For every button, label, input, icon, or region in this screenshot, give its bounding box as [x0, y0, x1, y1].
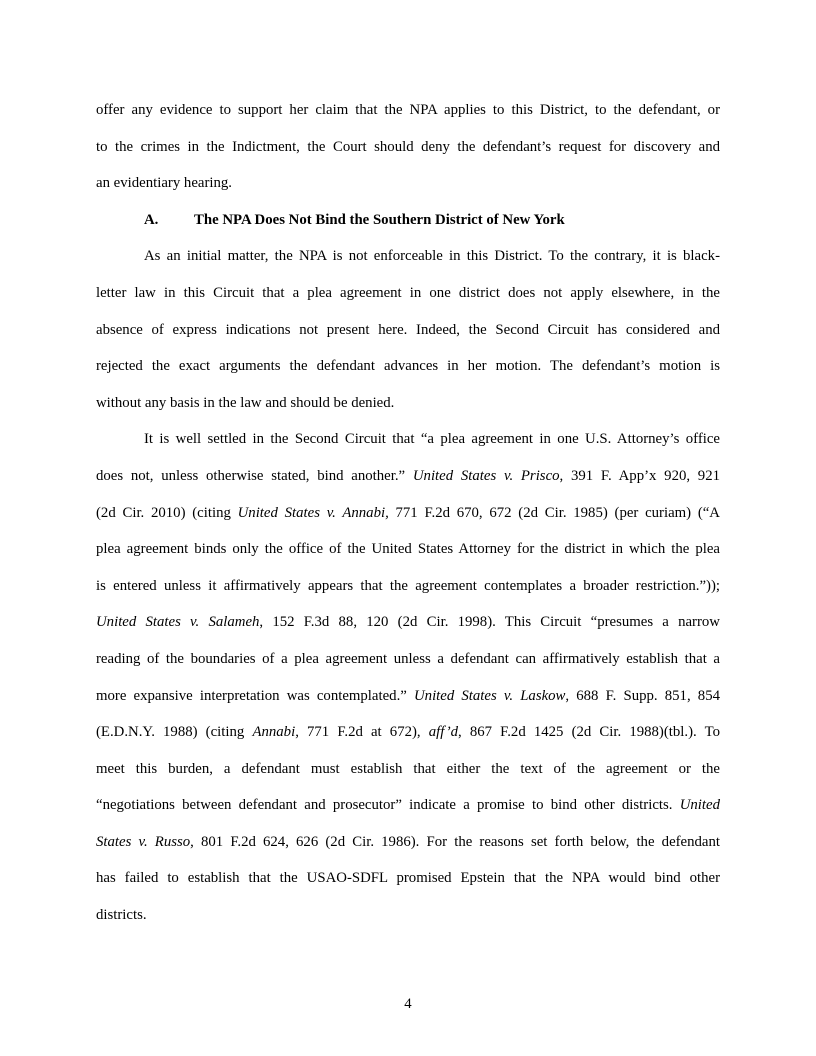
text-line: does not, unless otherwise stated, bind another.” United States v. Prisco, 391 F. App’x 920, 921 — [96, 467, 721, 484]
case-citation: United States v. Prisco — [412, 467, 560, 484]
text-line: (E.D.N.Y. 1988) (citing Annabi, 771 F.2d at 672), aff’d, 867 F.2d 1425 (2d Cir. 1988)(tbl.). To — [96, 724, 720, 741]
text-line: absence of express indications not present here. Indeed, the Second Circuit has considered and — [96, 321, 720, 338]
page-number: 4 — [404, 996, 412, 1012]
text-line: “negotiations between defendant and prosecutor” indicate a promise to bind other districts. United — [96, 797, 720, 814]
case-citation: United — [679, 797, 720, 814]
case-citation: Annabi — [252, 724, 296, 741]
case-citation: States v. Russo — [96, 833, 191, 850]
text-line: without any basis in the law and should be denied. — [96, 394, 395, 411]
case-citation: aff’d — [428, 724, 459, 741]
text-line: (2d Cir. 2010) (citing United States v. Annabi, 771 F.2d 670, 672 (2d Cir. 1985) (per curiam) (“A — [96, 504, 720, 521]
text-line: reading of the boundaries of a plea agreement unless a defendant can affirmatively establish that a — [96, 650, 720, 667]
text-line: has failed to establish that the USAO-SDFL promised Epstein that the NPA would bind other — [96, 870, 720, 887]
section-letter: A. — [144, 211, 159, 228]
text-line: an evidentiary hearing. — [96, 175, 232, 192]
text-line: It is well settled in the Second Circuit that “a plea agreement in one U.S. Attorney’s office — [144, 431, 720, 448]
text-line: to the crimes in the Indictment, the Court should deny the defendant’s request for discovery and — [96, 138, 720, 155]
text-line: United States v. Salameh, 152 F.3d 88, 120 (2d Cir. 1998). This Circuit “presumes a narrow — [96, 614, 720, 631]
text-line: more expansive interpretation was contemplated.” United States v. Laskow, 688 F. Supp. 851, 854 — [96, 687, 720, 704]
text-line: States v. Russo, 801 F.2d 624, 626 (2d Cir. 1986). For the reasons set forth below, the defendant — [96, 833, 721, 850]
case-citation: United States v. Annabi, — [237, 504, 389, 521]
text-line: is entered unless it affirmatively appears that the agreement contemplates a broader restriction.”)); — [96, 577, 720, 594]
text-line: plea agreement binds only the office of the United States Attorney for the district in which the plea — [96, 541, 720, 558]
text-line: offer any evidence to support her claim that the NPA applies to this District, to the defendant, or — [96, 102, 720, 118]
case-citation: United States v. Salameh — [96, 614, 260, 631]
text-line: meet this burden, a defendant must establish that either the text of the agreement or the — [96, 760, 720, 777]
section-heading — [96, 202, 720, 239]
document-body — [96, 92, 720, 934]
text-line: rejected the exact arguments the defendant advances in her motion. The defendant’s motion is — [96, 358, 720, 375]
text-line: districts. — [96, 907, 147, 924]
section-title: The NPA Does Not Bind the Southern District of New York — [194, 211, 565, 228]
case-citation: United States v. Laskow — [413, 687, 566, 704]
text-line: letter law in this Circuit that a plea agreement in one district does not apply elsewhere, in the — [96, 284, 720, 301]
text-line: As an initial matter, the NPA is not enforceable in this District. To the contrary, it is black- — [144, 248, 720, 265]
